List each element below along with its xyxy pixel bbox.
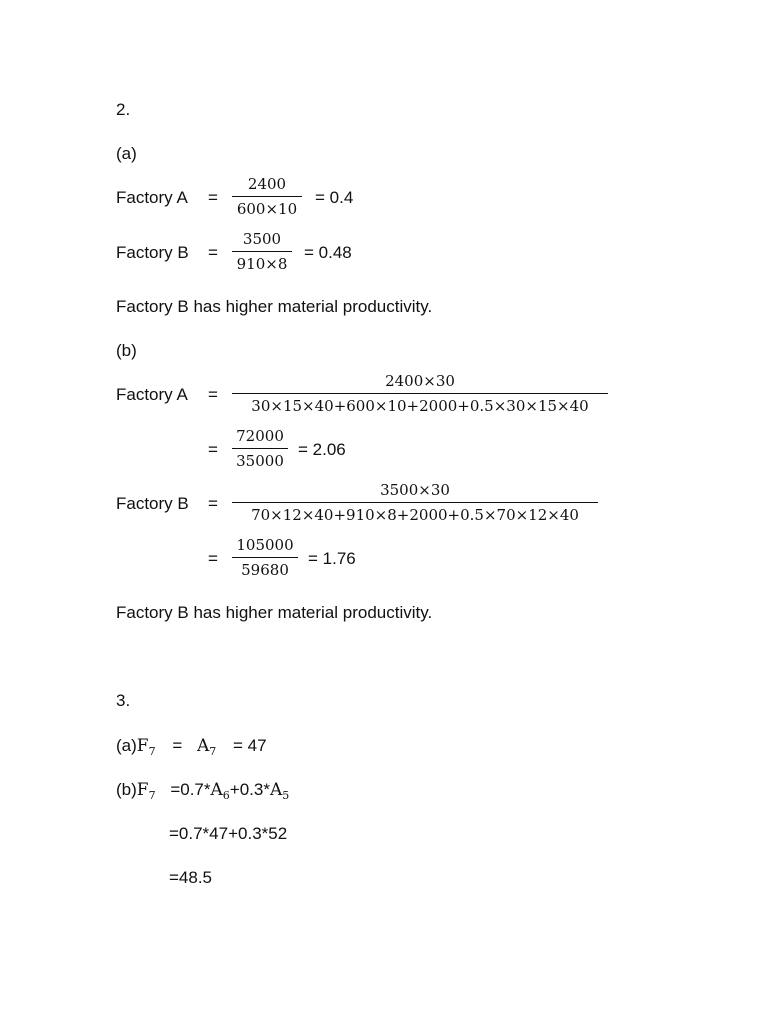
fraction-denominator: 600×10 [236, 200, 298, 218]
fraction-numerator: 3500 [242, 230, 282, 248]
fraction-numerator: 105000 [236, 536, 294, 554]
fraction-bar [232, 251, 292, 252]
question-3-number: 3. [116, 691, 131, 710]
equals-sign: = [208, 385, 218, 404]
fraction-denominator: 35000 [236, 452, 284, 470]
conclusion-text: Factory B has higher material productivity. [116, 603, 433, 622]
fraction-denominator: 70×12×40+910×8+2000+0.5×70×12×40 [251, 506, 579, 524]
result-value: = 1.76 [308, 549, 356, 568]
forecast-subscript: 7 [148, 745, 156, 758]
fraction-numerator: 3500×30 [380, 481, 450, 499]
question-2a-label: (a) [116, 144, 137, 163]
fraction [232, 229, 292, 274]
fraction-bar [232, 196, 302, 197]
question-2b-label: (b) [116, 341, 137, 360]
expression-start: =0.7* [170, 780, 211, 799]
equals-sign: = [208, 188, 218, 207]
actual-subscript: 5 [282, 789, 290, 802]
fraction [232, 535, 298, 580]
fraction-numerator: 72000 [236, 427, 284, 445]
equals-sign: = [172, 736, 183, 755]
fraction-numerator: 2400×30 [385, 372, 455, 390]
actual-symbol: A [269, 780, 283, 800]
equals-sign: = [208, 440, 218, 459]
result-value: = 0.4 [315, 188, 354, 207]
equals-sign: = [208, 494, 218, 513]
forecast-symbol: F [136, 780, 149, 800]
question-3a-label: (a) [116, 736, 137, 755]
equals-sign: = [208, 549, 218, 568]
fraction [232, 480, 598, 525]
question-3a-line [116, 735, 267, 757]
expression-mid: +0.3* [229, 780, 270, 799]
factory-a-label: Factory A [116, 385, 188, 404]
actual-symbol: A [210, 780, 223, 800]
fraction-numerator: 2400 [247, 175, 287, 193]
factory-b-label: Factory B [116, 494, 189, 513]
fraction-denominator: 910×8 [236, 255, 288, 273]
calculation-step: =0.7*47+0.3*52 [169, 824, 288, 843]
fraction-denominator: 59680 [241, 561, 289, 579]
calculation-result: =48.5 [169, 868, 213, 887]
fraction-bar [232, 557, 298, 558]
fraction [232, 174, 302, 219]
fraction [232, 426, 288, 471]
equals-sign: = [208, 243, 218, 262]
actual-subscript: 6 [222, 789, 230, 802]
fraction [232, 371, 608, 416]
fraction-denominator: 30×15×40+600×10+2000+0.5×30×15×40 [251, 397, 589, 415]
conclusion-text: Factory B has higher material productivity. [116, 297, 433, 316]
actual-subscript: 7 [209, 745, 217, 758]
fraction-bar [232, 393, 608, 394]
actual-symbol: A [196, 736, 210, 756]
forecast-subscript: 7 [148, 789, 156, 802]
question-3b-line [116, 779, 289, 801]
fraction-bar [232, 502, 598, 503]
forecast-symbol: F [136, 736, 149, 756]
fraction-bar [232, 448, 288, 449]
factory-a-label: Factory A [116, 188, 188, 207]
question-3b-label: (b) [116, 780, 137, 799]
result-value: = 0.48 [304, 243, 352, 262]
result-value: = 47 [233, 736, 267, 755]
factory-b-label: Factory B [116, 243, 189, 262]
result-value: = 2.06 [298, 440, 346, 459]
question-2-number: 2. [116, 100, 131, 119]
